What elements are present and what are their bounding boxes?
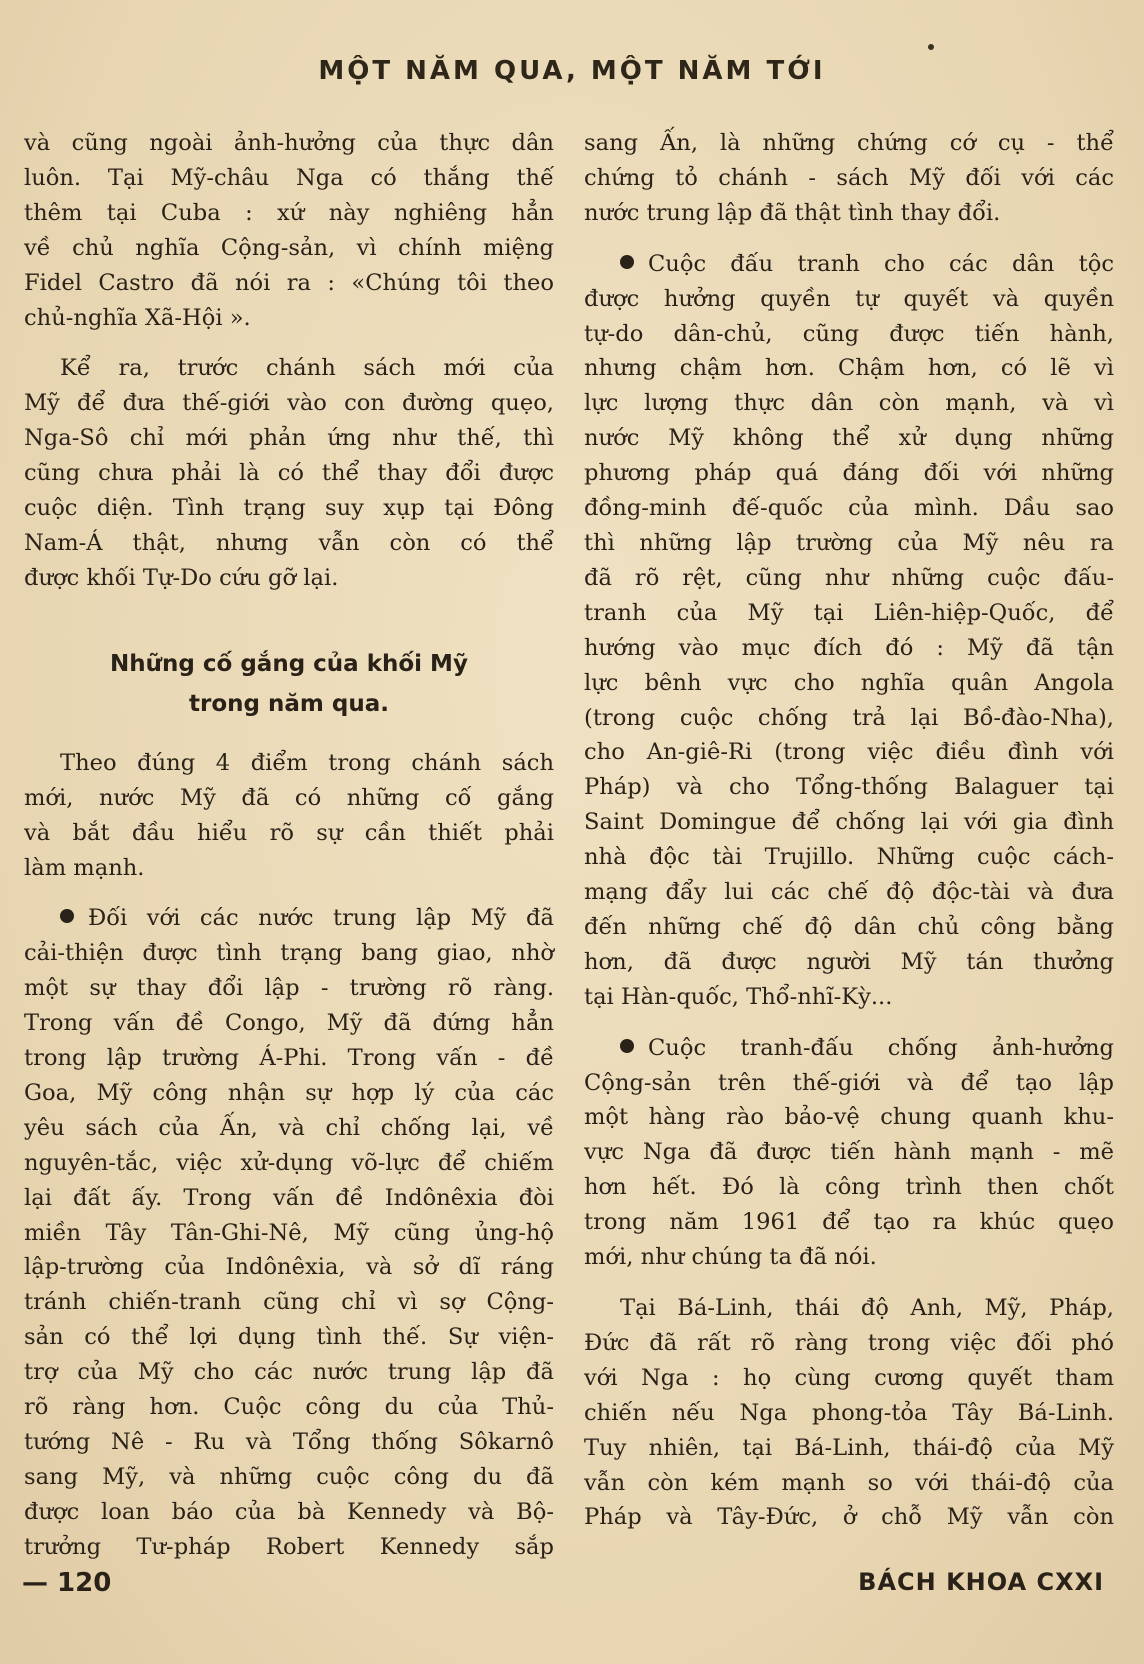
paragraph bbox=[24, 351, 554, 595]
text-line: được khối Tự-Do cứu gỡ lại. bbox=[24, 564, 339, 591]
text-line: trong lập trường Á-Phi. Trong vấn - đề bbox=[24, 1045, 554, 1072]
section-heading bbox=[24, 644, 554, 724]
text-line: hơn, đã được người Mỹ tán thưởng bbox=[584, 948, 1114, 975]
text-line: mới, nước Mỹ đã có những cố gắng bbox=[24, 784, 554, 811]
text-line: lực bênh vực cho nghĩa quân Angola bbox=[584, 669, 1114, 696]
text-line-content: Đối với các nước trung lập Mỹ đã bbox=[88, 905, 554, 932]
text-line: miền Tây Tân-Ghi-Nê, Mỹ cũng ủng-hộ bbox=[24, 1219, 554, 1246]
paragraph bbox=[584, 1291, 1114, 1535]
right-column bbox=[584, 126, 1114, 1551]
text-line: thêm tại Cuba : xứ này nghiêng hẳn bbox=[24, 199, 554, 226]
text-line: cải-thiện được tình trạng bang giao, nhờ bbox=[24, 940, 554, 967]
bullet-icon bbox=[60, 909, 74, 923]
text-line: tranh của Mỹ tại Liên-hiệp-Quốc, để bbox=[584, 599, 1114, 626]
text-line: Saint Domingue để chống lại với gia đình bbox=[584, 809, 1114, 836]
text-line: luôn. Tại Mỹ-châu Nga có thắng thế bbox=[24, 164, 554, 191]
text-line: chiến nếu Nga phong-tỏa Tây Bá-Linh. bbox=[584, 1399, 1114, 1426]
text-line: hơn hết. Đó là công trình then chốt bbox=[584, 1174, 1114, 1201]
publication-name: BÁCH KHOA CXXI bbox=[858, 1568, 1104, 1596]
text-line: Cộng-sản trên thế-giới và để tạo lập bbox=[584, 1069, 1114, 1096]
text-line: Theo đúng 4 điểm trong chánh sách bbox=[60, 749, 554, 776]
text-line: tướng Nê - Ru và Tổng thống Sôkarnô bbox=[24, 1429, 554, 1455]
text-line: tự-do dân-chủ, cũng được tiến hành, bbox=[584, 320, 1114, 347]
text-line: Đức đã rất rõ ràng trong việc đối phó bbox=[584, 1329, 1114, 1356]
text-line: sang Ấn, là những chứng cớ cụ - thể bbox=[584, 130, 1114, 156]
left-column bbox=[24, 126, 554, 1581]
text-line bbox=[584, 247, 1114, 282]
text-line: mới, như chúng ta đã nói. bbox=[584, 1244, 877, 1271]
text-line: lập-trường của Indônêxia, và sở dĩ ráng bbox=[24, 1254, 554, 1281]
text-line: nhưng chậm hơn. Chậm hơn, có lẽ vì bbox=[584, 355, 1114, 382]
section-heading-line: Những cố gắng của khối Mỹ bbox=[110, 650, 468, 677]
text-line: và bắt đầu hiểu rõ sự cần thiết phải bbox=[24, 819, 554, 846]
text-line: vẫn còn kém mạnh so với thái-độ của bbox=[584, 1469, 1114, 1496]
text-line: Fidel Castro đã nói ra : «Chúng tôi theo bbox=[24, 269, 554, 296]
text-line: đồng-minh đế-quốc của mình. Dầu sao bbox=[584, 495, 1114, 522]
text-line: sang Mỹ, và những cuộc công du đã bbox=[24, 1463, 554, 1490]
text-line: Kể ra, trước chánh sách mới của bbox=[60, 355, 554, 382]
text-line: được loan báo của bà Kennedy và Bộ- bbox=[24, 1498, 554, 1525]
text-line: nhà độc tài Trujillo. Những cuộc cách- bbox=[584, 844, 1114, 871]
text-line: cuộc diện. Tình trạng suy xụp tại Đông bbox=[24, 495, 554, 522]
text-line: và cũng ngoài ảnh-hưởng của thực dân bbox=[24, 130, 554, 156]
bullet-icon bbox=[620, 1039, 634, 1053]
text-line: mạng đẩy lui các chế độ độc-tài và đưa bbox=[584, 879, 1114, 906]
text-line: rõ ràng hơn. Cuộc công du của Thủ- bbox=[24, 1394, 554, 1421]
text-line: Tại Bá-Linh, thái độ Anh, Mỹ, Pháp, bbox=[620, 1295, 1114, 1321]
text-line: tại Hàn-quốc, Thổ-nhĩ-Kỳ... bbox=[584, 983, 893, 1010]
text-line: Trong vấn đề Congo, Mỹ đã đứng hẳn bbox=[24, 1010, 554, 1037]
text-line: phương pháp quá đáng đối với những bbox=[584, 460, 1114, 487]
running-header: MỘT NĂM QUA, MỘT NĂM TỚI bbox=[318, 56, 826, 86]
text-line: về chủ nghĩa Cộng-sản, vì chính miệng bbox=[24, 234, 554, 261]
text-line: Nga-Sô chỉ mới phản ứng như thế, thì bbox=[24, 425, 554, 452]
text-line: nguyên-tắc, việc xử-dụng võ-lực để chiếm bbox=[24, 1149, 554, 1176]
text-line: cho An-giê-Ri (trong việc điều đình với bbox=[584, 739, 1114, 766]
text-line: Tuy nhiên, tại Bá-Linh, thái-độ của Mỹ bbox=[584, 1434, 1114, 1461]
text-line: với Nga : họ cùng cương quyết tham bbox=[584, 1364, 1114, 1391]
text-line: đến những chế độ dân chủ công bằng bbox=[584, 913, 1114, 940]
text-line bbox=[24, 901, 554, 936]
text-line: lực lượng thực dân còn mạnh, và vì bbox=[584, 390, 1114, 417]
bullet-paragraph bbox=[584, 247, 1114, 1015]
text-line: sản có thể lợi dụng tình thế. Sự viện- bbox=[24, 1324, 554, 1351]
bullet-paragraph bbox=[584, 1031, 1114, 1275]
paragraph bbox=[24, 746, 554, 886]
text-line: lại đất ấy. Trong vấn đề Indônêxia đòi bbox=[24, 1184, 554, 1211]
text-line: nước Mỹ không thể xử dụng những bbox=[584, 425, 1114, 452]
page-number: — 120 bbox=[22, 1568, 112, 1598]
text-line: Goa, Mỹ công nhận sự hợp lý của các bbox=[24, 1079, 554, 1106]
text-line: thì những lập trường của Mỹ nêu ra bbox=[584, 529, 1114, 556]
paragraph bbox=[24, 126, 554, 335]
ink-speck bbox=[928, 44, 934, 50]
text-line: chủ-nghĩa Xã-Hội ». bbox=[24, 304, 251, 331]
text-line: đã rõ rệt, cũng như những cuộc đấu- bbox=[584, 564, 1114, 591]
text-line: trong năm 1961 để tạo ra khúc quẹo bbox=[584, 1209, 1114, 1236]
text-line bbox=[584, 1031, 1114, 1066]
text-line: Pháp và Tây-Đức, ở chỗ Mỹ vẫn còn bbox=[584, 1504, 1114, 1531]
bullet-paragraph bbox=[24, 901, 554, 1564]
section-heading-line: trong năm qua. bbox=[189, 690, 389, 717]
paragraph bbox=[584, 126, 1114, 231]
text-line: Nam-Á thật, nhưng vẫn còn có thể bbox=[24, 529, 554, 556]
text-line: một hàng rào bảo-vệ chung quanh khu- bbox=[584, 1104, 1114, 1131]
text-line: trưởng Tư-pháp Robert Kennedy sắp bbox=[24, 1533, 554, 1560]
text-line-content: Cuộc tranh-đấu chống ảnh-hưởng bbox=[648, 1034, 1114, 1061]
bullet-icon bbox=[620, 255, 634, 269]
text-line: chứng tỏ chánh - sách Mỹ đối với các bbox=[584, 164, 1114, 191]
text-line: trợ của Mỹ cho các nước trung lập đã bbox=[24, 1359, 554, 1386]
text-line: làm mạnh. bbox=[24, 854, 145, 881]
text-line: Pháp) và cho Tổng-thống Balaguer tại bbox=[584, 774, 1114, 801]
text-line: Mỹ để đưa thế-giới vào con đường quẹo, bbox=[24, 390, 554, 417]
text-line: hướng vào mục đích đó : Mỹ đã tận bbox=[584, 634, 1114, 661]
text-line: một sự thay đổi lập - trường rõ ràng. bbox=[24, 975, 554, 1002]
text-line: (trong cuộc chống trả lại Bồ-đào-Nha), bbox=[584, 704, 1114, 731]
text-line-content: Cuộc đấu tranh cho các dân tộc bbox=[648, 250, 1114, 277]
text-line: vực Nga đã được tiến hành mạnh - mẽ bbox=[584, 1139, 1114, 1166]
text-line: yêu sách của Ấn, và chỉ chống lại, về bbox=[24, 1114, 554, 1141]
text-line: tránh chiến-tranh cũng chỉ vì sợ Cộng- bbox=[24, 1289, 554, 1316]
text-line: được hưởng quyền tự quyết và quyền bbox=[584, 285, 1114, 312]
text-line: nước trung lập đã thật tình thay đổi. bbox=[584, 199, 1001, 226]
text-line: cũng chưa phải là có thể thay đổi được bbox=[24, 460, 554, 487]
